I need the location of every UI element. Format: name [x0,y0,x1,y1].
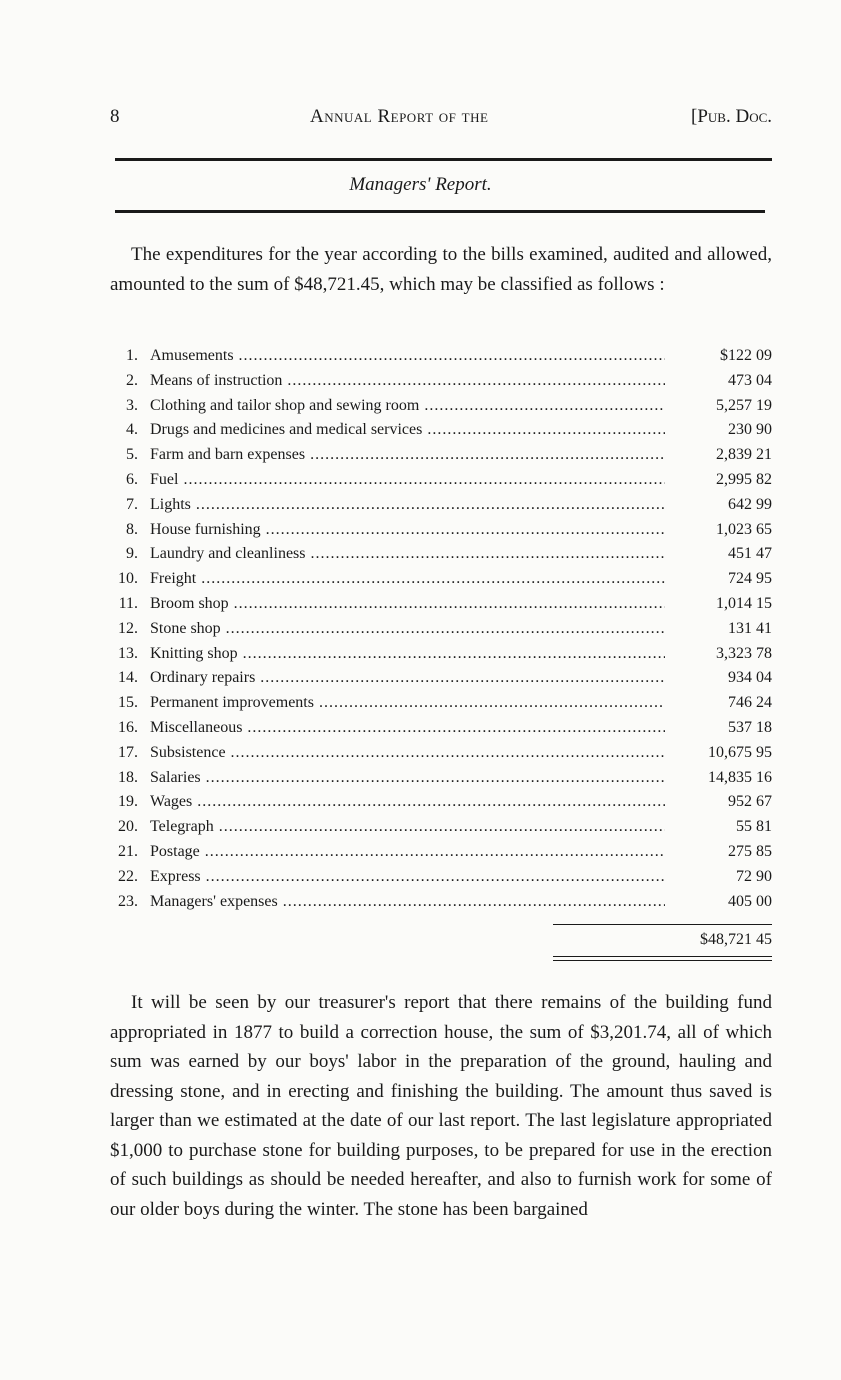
expenditure-amount: 14,835 16 [708,768,772,786]
expenditure-amount: 746 24 [728,694,772,712]
expenditure-row [110,493,772,518]
expenditure-row [110,592,772,617]
expenditure-amount: 642 99 [728,495,772,513]
expenditure-number: 18. [118,768,138,786]
expenditure-label: Subsistence ..... [150,741,665,766]
expenditure-number: 12. [118,619,138,637]
expenditure-label: Fuel ..... [150,468,665,493]
expenditure-amount: 1,014 15 [716,594,772,612]
expenditure-label: Broom shop ..... [150,592,665,617]
expenditure-amount: 405 00 [728,892,772,910]
expenditure-label: Telegraph ..... [150,815,665,840]
expenditure-number: 22. [118,867,138,885]
expenditure-table [110,344,772,914]
expenditure-number: 5. [126,446,138,464]
expenditure-number: 8. [126,520,138,538]
expenditure-row [110,344,772,369]
expenditure-amount: 451 47 [728,545,772,563]
expenditure-row [110,790,772,815]
expenditure-number: 14. [118,669,138,687]
expenditure-label: Miscellaneous ..... [150,716,665,741]
expenditure-amount: $122 09 [720,347,772,364]
section-title: Managers' Report. [349,174,492,195]
expenditure-number: 17. [118,743,138,761]
expenditure-number: 1. [126,347,138,364]
expenditure-label: Knitting shop ..... [150,642,665,667]
expenditure-row [110,369,772,394]
expenditure-amount: 934 04 [728,669,772,687]
expenditure-label: Freight ..... [150,567,665,592]
header-rule [115,158,772,161]
expenditure-label: Lights ..... [150,493,665,518]
expenditure-row [110,642,772,667]
expenditure-number: 9. [126,545,138,563]
expenditure-amount: 2,839 21 [716,446,772,464]
expenditure-row [110,865,772,890]
expenditure-amount: 2,995 82 [716,470,772,488]
expenditure-row [110,518,772,543]
expenditure-label: Postage ..... [150,840,665,865]
expenditure-row [110,716,772,741]
expenditure-label: Clothing and tailor shop and sewing room ..... [150,394,665,419]
expenditure-number: 23. [118,892,138,910]
expenditure-amount: 473 04 [728,371,772,389]
expenditure-label: Amusements ..... [150,344,665,369]
expenditure-row [110,815,772,840]
expenditure-amount: 131 41 [728,619,772,637]
closing-paragraph: It will be seen by our treasurer's report that there remains of the building fund appropriated in 1877 to build a correction house, the sum of $3,201.74, all of which sum was earned by our boys' labor in the preparation of the ground, hauling and dressing stone, and in erecting and finishing the building. The amount thus saved is larger than we estimated at the date of our last report. The last legislature appropriated $1,000 to purchase stone for building purposes, to be prepared for use in the erection of such buildings as should be needed hereafter, and also to furnish work for some of our older boys during the winter. The stone has been bargained [110,992,772,1220]
expenditure-amount: 230 90 [728,421,772,439]
expenditure-row [110,617,772,642]
page-number: 8 [110,106,120,127]
expenditure-amount: 1,023 65 [716,520,772,538]
expenditure-amount: 952 67 [728,793,772,811]
running-header [110,106,772,136]
expenditure-number: 19. [118,793,138,811]
expenditure-row [110,542,772,567]
expenditure-row [110,766,772,791]
expenditure-row [110,666,772,691]
expenditure-label: Means of instruction ..... [150,369,665,394]
expenditure-row [110,418,772,443]
expenditure-amount: 275 85 [728,842,772,860]
expenditure-number: 11. [118,594,138,612]
expenditure-label: Managers' expenses ..... [150,890,665,915]
expenditure-label: Wages ..... [150,790,665,815]
expenditure-number: 21. [118,842,138,860]
expenditure-number: 15. [118,694,138,712]
expenditure-number: 13. [118,644,138,662]
expenditure-label: Drugs and medicines and medical services ..... [150,418,665,443]
expenditure-number: 7. [126,495,138,513]
expenditure-number: 3. [126,396,138,414]
expenditure-label: Laundry and cleanliness ..... [150,542,665,567]
section-rule [115,210,765,213]
expenditure-number: 4. [126,421,138,439]
total-double-rule [553,956,772,961]
total-top-rule [553,924,772,925]
expenditure-row [110,691,772,716]
expenditure-amount: 72 90 [736,867,772,885]
expenditure-label: Ordinary repairs ..... [150,666,665,691]
expenditure-amount: 3,323 78 [716,644,772,662]
expenditure-amount: 537 18 [728,718,772,736]
expenditure-label: Salaries ..... [150,766,665,791]
expenditure-amount: 10,675 95 [708,743,772,761]
expenditure-row [110,394,772,419]
expenditure-row [110,567,772,592]
expenditure-label: Stone shop ..... [150,617,665,642]
expenditure-amount: 5,257 19 [716,396,772,414]
expenditure-label: Permanent improvements ..... [150,691,665,716]
doc-label: [Pub. Doc. [691,106,772,127]
expenditure-row [110,840,772,865]
expenditure-number: 6. [126,470,138,488]
expenditure-amount: 55 81 [736,818,772,836]
expenditure-label: Express ..... [150,865,665,890]
expenditure-number: 2. [126,371,138,389]
expenditure-number: 16. [118,718,138,736]
total-amount: $48,721 45 [700,931,772,948]
running-title: Annual Report of the [310,106,489,127]
expenditure-label: House furnishing ..... [150,518,665,543]
expenditure-row [110,443,772,468]
expenditure-row [110,741,772,766]
expenditure-row [110,890,772,915]
expenditure-number: 20. [118,818,138,836]
intro-paragraph: The expenditures for the year according to the bills examined, audited and allowed, amounted to the sum of $48,721.45, which may be classified as follows : [110,244,772,295]
expenditure-row [110,468,772,493]
expenditure-amount: 724 95 [728,570,772,588]
expenditure-label: Farm and barn expenses ..... [150,443,665,468]
expenditure-number: 10. [118,570,138,588]
